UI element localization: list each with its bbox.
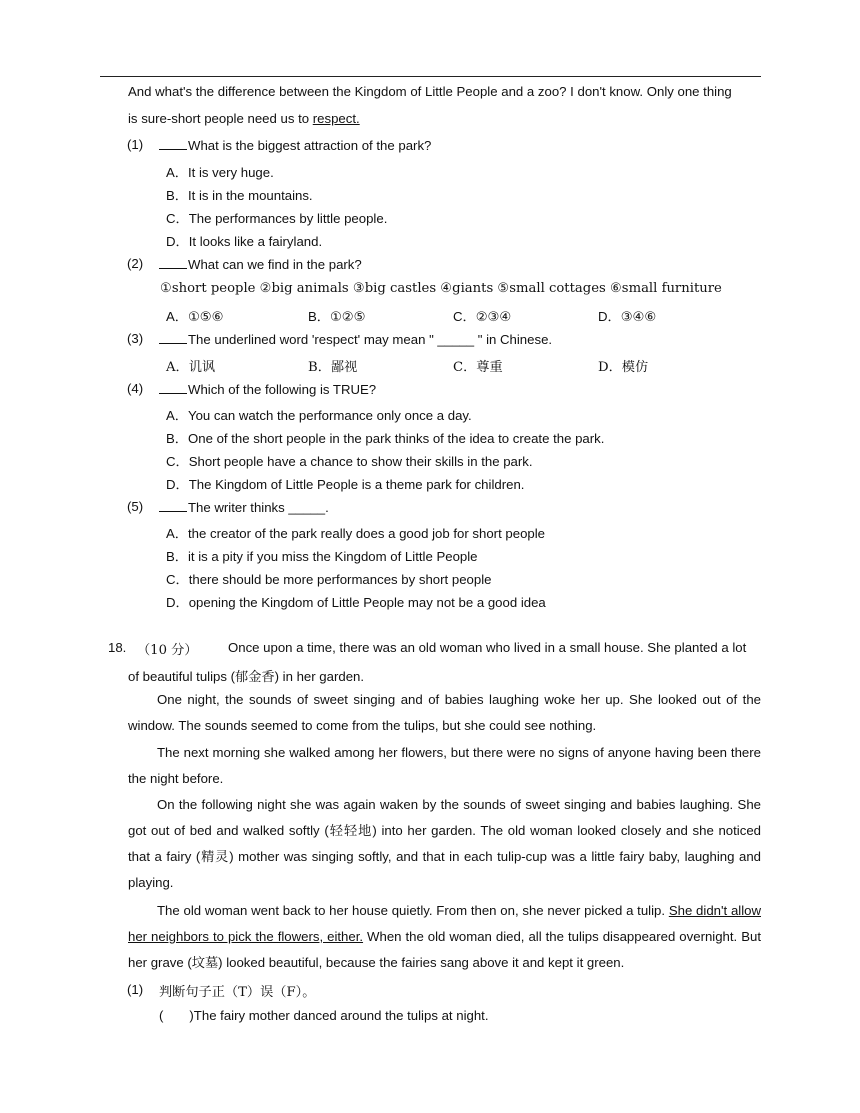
true-false-item: ( )The fairy mother danced around the tulips at night. [159,1008,489,1023]
option-a[interactable]: A．讥讽 [166,360,216,375]
question-text: The underlined word 'respect' may mean " _____ " in Chinese. [159,331,552,347]
question-18-number: 18. [108,640,127,655]
option-c[interactable]: C．The performances by little people. [166,211,388,226]
story-paragraph-2: One night, the sounds of sweet singing and of babies laughing woke her up. She looked out of the window. The sounds seemed to come from the tulips, but she could see nothing. [128,692,761,733]
question-text: Which of the following is TRUE? [159,381,376,397]
option-d[interactable]: D．③④⑥ [598,309,657,324]
question-number: (2) [127,256,144,271]
answer-blank[interactable] [159,137,187,150]
option-b[interactable]: B．One of the short people in the park thinks of the idea to create the park. [166,431,605,446]
option-d[interactable]: D．The Kingdom of Little People is a theme park for children. [166,477,525,492]
sub-question-instruction: 判断句子正（T）误（F）。 [159,985,316,1000]
question-text: What is the biggest attraction of the park? [159,137,431,153]
option-a[interactable]: A．①⑤⑥ [166,309,224,324]
underlined-word-respect: respect. [312,111,360,126]
option-a[interactable]: A．It is very huge. [166,165,274,180]
question-number: (4) [127,381,144,396]
option-c[interactable]: C．②③④ [453,309,512,324]
answer-blank[interactable] [159,499,187,512]
option-d[interactable]: D．模仿 [598,360,649,375]
sub-question-number: (1) [127,982,144,997]
passage-line-1: And what's the difference between the Kingdom of Little People and a zoo? I don't know. Only one thing [128,84,732,99]
answer-blank[interactable] [159,256,187,269]
option-c[interactable]: C．there should be more performances by short people [166,572,492,587]
option-c[interactable]: C．Short people have a chance to show their skills in the park. [166,454,533,469]
passage-line-2 [128,111,360,126]
option-a[interactable]: A．You can watch the performance only once a day. [166,408,472,423]
option-b[interactable]: B．①②⑤ [308,309,366,324]
question-18-points: （10 分） [137,643,198,658]
question-number: (3) [127,331,144,346]
option-d[interactable]: D．It looks like a fairyland. [166,234,323,249]
story-paragraph-4: On the following night she was again waken by the sounds of sweet singing and babies laughing. She got out of bed and walked softly (轻轻地) into her garden. The old woman looked closely and she noticed that a fairy (精灵) mother was singing softly, and that in each tulip-cup was a little fairy baby, laughing and playing. [128,797,761,890]
option-b[interactable]: B．It is in the mountains. [166,188,313,203]
passage-line-2-text: is sure-short people need us to [128,111,313,126]
story-paragraph-3: The next morning she walked among her flowers, but there were no signs of anyone having been there the night before. [128,745,761,786]
question-text: The writer thinks _____. [159,499,329,515]
option-c[interactable]: C．尊重 [453,360,503,375]
question-text: What can we find in the park? [159,256,362,272]
question-number: (1) [127,137,144,152]
story-line-2: of beautiful tulips (郁金香) in her garden. [128,669,365,684]
item-list: ①short people ②big animals ③big castles ④giants ⑤small cottages ⑥small furniture [160,281,722,296]
answer-blank[interactable] [159,331,187,344]
underlined-sentence: She didn't allow her neighbors to pick the flowers, either. [128,903,761,944]
option-a[interactable]: A．the creator of the park really does a good job for short people [166,526,545,541]
header-rule [100,76,761,77]
answer-blank[interactable] [159,381,187,394]
option-d[interactable]: D．opening the Kingdom of Little People may not be a good idea [166,595,546,610]
option-b[interactable]: B．it is a pity if you miss the Kingdom of Little People [166,549,478,564]
question-number: (5) [127,499,144,514]
option-b[interactable]: B．鄙视 [308,360,358,375]
story-line-1: Once upon a time, there was an old woman who lived in a small house. She planted a lot [228,640,747,655]
story-paragraph-5: The old woman went back to her house quietly. From then on, she never picked a tulip. She didn't allow her neighbors to pick the flowers, either. When the old woman died, all the tulips disappeared overnight. But her grave (坟墓) looked beautiful, because the fairies sang above it and kept it green. [128,903,761,970]
